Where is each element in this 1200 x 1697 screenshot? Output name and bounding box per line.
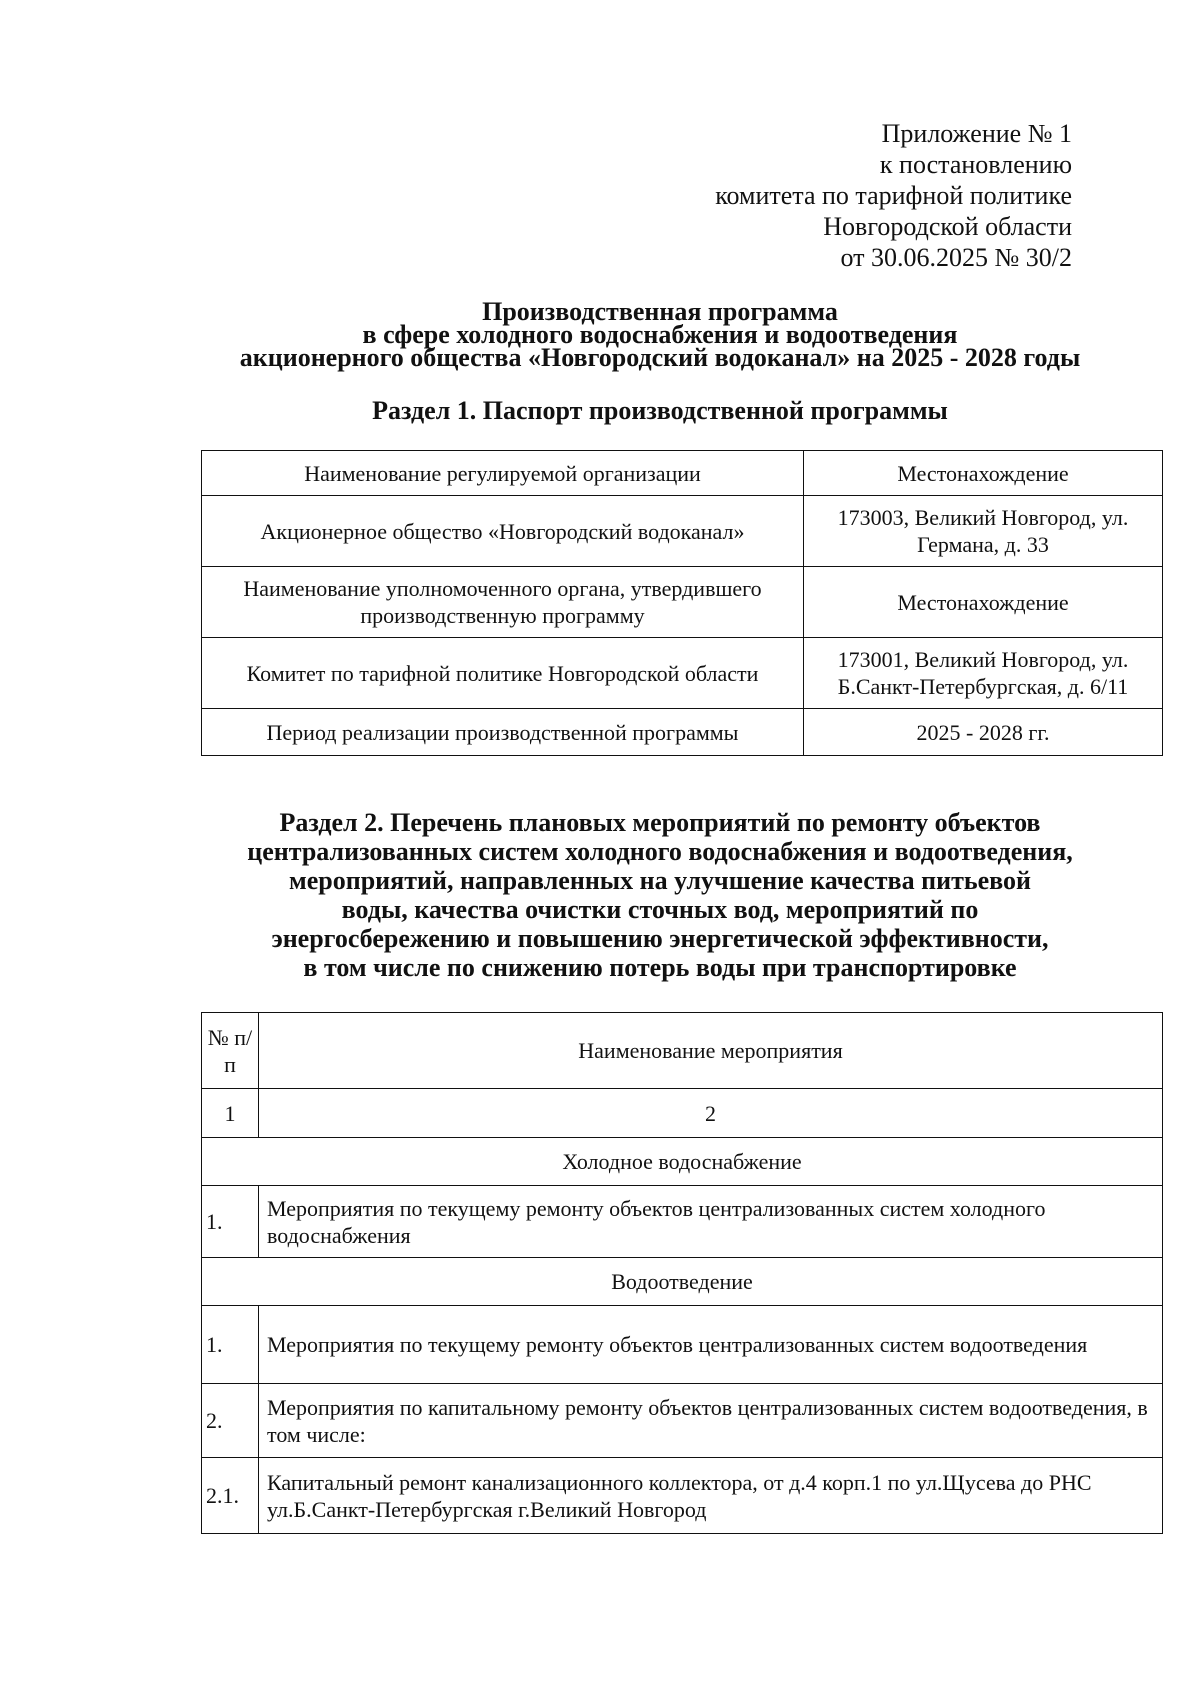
section2-heading [160,808,1160,982]
title-line: акционерного общества «Новгородский водоканал» на 2025 - 2028 годы [239,343,1081,372]
table-cell: 173003, Великий Новгород, ул. Германа, д. 33 [804,496,1163,567]
header-name: Наименование мероприятия [259,1013,1163,1089]
section1-heading: Раздел 1. Паспорт производственной программы [372,396,948,425]
heading-line: в том числе по снижению потерь воды при транспортировке [303,953,1017,982]
table-cell: Период реализации производственной программы [202,709,804,756]
row-num: 2.1. [202,1458,259,1534]
group-row [202,1138,1163,1186]
table-row [202,567,1163,638]
table-cell: Акционерное общество «Новгородский водоканал» [202,496,804,567]
passport-table [201,450,1163,756]
table-row [202,638,1163,709]
table-cell: Комитет по тарифной политике Новгородской области [202,638,804,709]
row-num: 1. [202,1186,259,1258]
table-cell: 173001, Великий Новгород, ул. Б.Санкт-Петербургская, д. 6/11 [804,638,1163,709]
document-title [160,297,1160,372]
appendix-line: комитета по тарифной политике [715,181,1072,210]
measures-table [201,1012,1163,1534]
title-line: Производственная программа [482,297,838,326]
heading-line: мероприятий, направленных на улучшение качества питьевой [289,866,1031,895]
row-name: Мероприятия по капитальному ремонту объектов централизованных систем водоотведения, в том числе: [259,1384,1163,1458]
group-title: Водоотведение [202,1258,1163,1306]
appendix-line: Новгородской области [823,212,1072,241]
row-num: 1. [202,1306,259,1384]
table-cell: 2025 - 2028 гг. [804,709,1163,756]
table-cell: Наименование регулируемой организации [202,451,804,496]
table-cell: Наименование уполномоченного органа, утвердившего производственную программу [202,567,804,638]
table-row [202,496,1163,567]
heading-line: централизованных систем холодного водоснабжения и водоотведения, [247,837,1073,866]
group-row [202,1258,1163,1306]
table-row [202,1186,1163,1258]
table-row [202,1458,1163,1534]
table-header-row [202,1013,1163,1089]
appendix-line: к постановлению [879,150,1072,179]
title-line: в сфере холодного водоснабжения и водоотведения [362,320,958,349]
header-num: № п/п [202,1013,259,1089]
table-row [202,1384,1163,1458]
group-title: Холодное водоснабжение [202,1138,1163,1186]
index-name: 2 [259,1089,1163,1138]
heading-line: воды, качества очистки сточных вод, мероприятий по [341,895,979,924]
table-cell: Местонахождение [804,567,1163,638]
table-row [202,451,1163,496]
table-row [202,1306,1163,1384]
table-cell: Местонахождение [804,451,1163,496]
appendix-line: от 30.06.2025 № 30/2 [840,243,1072,272]
row-name: Мероприятия по текущему ремонту объектов централизованных систем водоотведения [259,1306,1163,1384]
heading-line: энергосбережению и повышению энергетической эффективности, [271,924,1049,953]
appendix-block [715,118,1072,273]
row-name: Капитальный ремонт канализационного коллектора, от д.4 корп.1 по ул.Щусева до РНС ул.Б.Санкт-Петербургская г.Великий Новгород [259,1458,1163,1534]
row-name: Мероприятия по текущему ремонту объектов централизованных систем холодного водоснабжения [259,1186,1163,1258]
table-row [202,709,1163,756]
heading-line: Раздел 2. Перечень плановых мероприятий по ремонту объектов [279,808,1041,837]
appendix-line: Приложение № 1 [881,119,1072,148]
row-num: 2. [202,1384,259,1458]
table-index-row [202,1089,1163,1138]
index-num: 1 [202,1089,259,1138]
